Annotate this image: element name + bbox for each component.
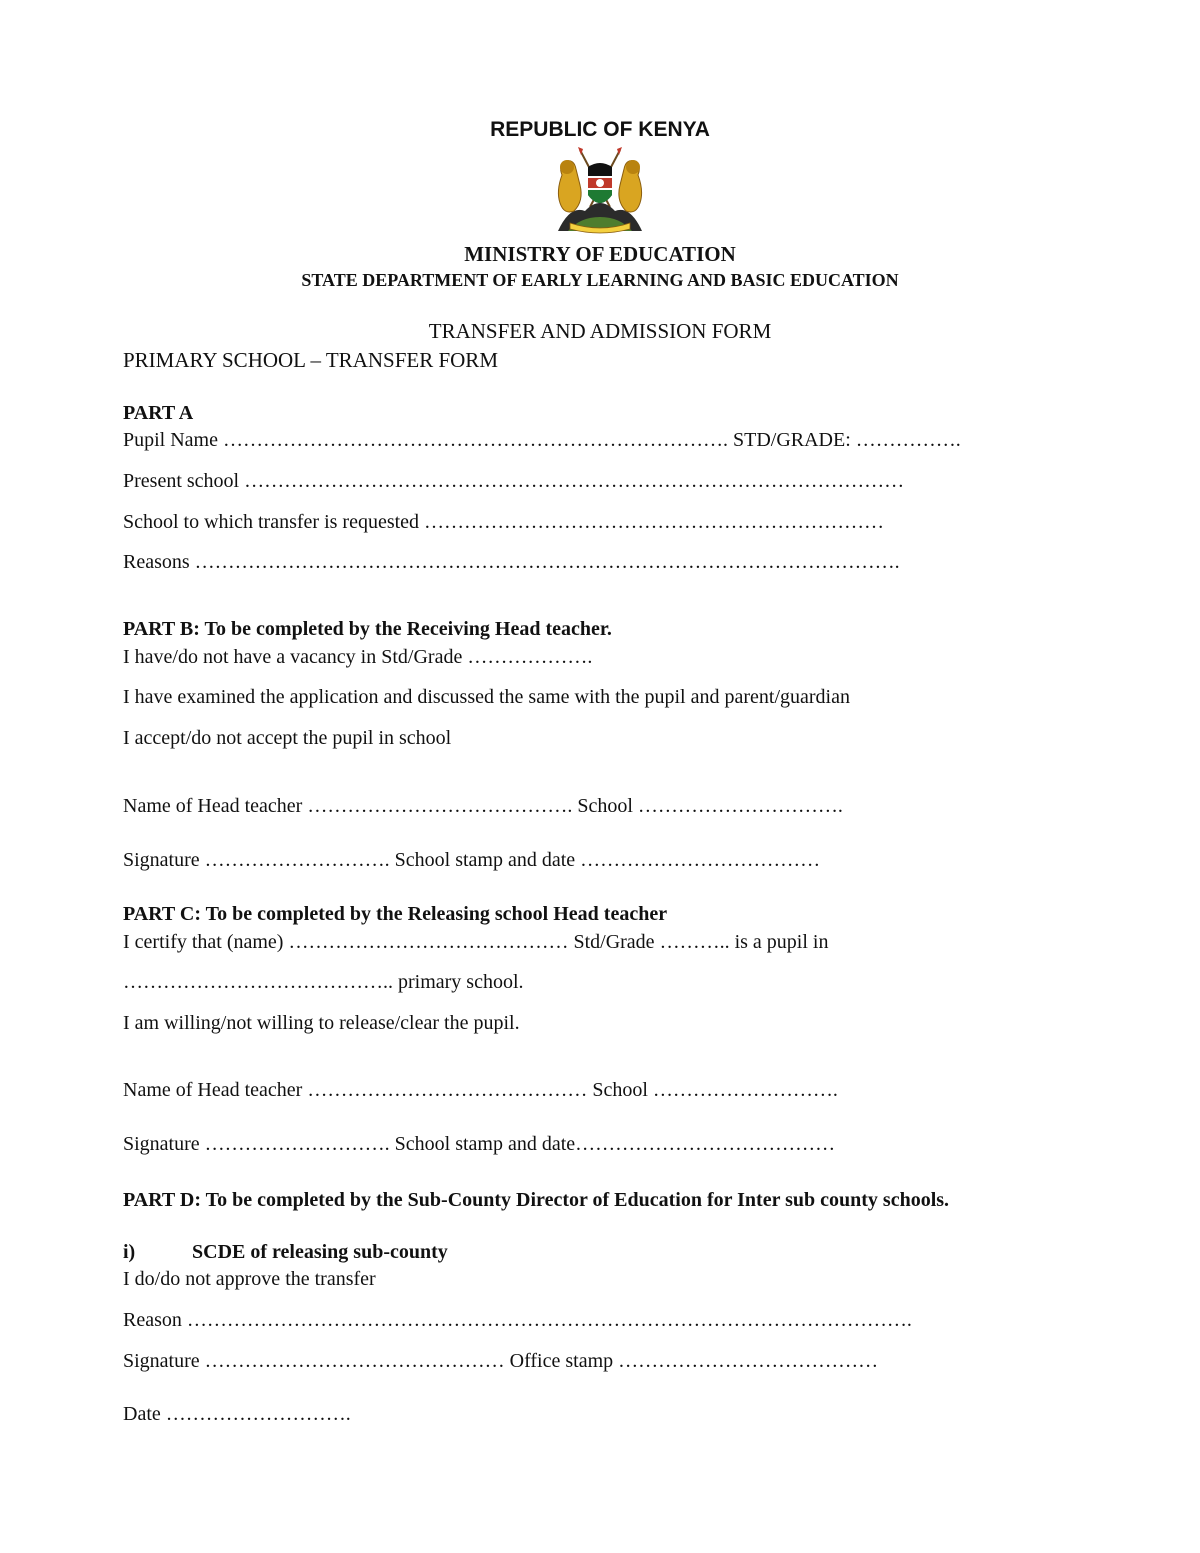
part-d-heading: PART D: To be completed by the Sub-County Director of Education for Inter sub county schools. <box>123 1189 950 1211</box>
receiving-signature-field[interactable]: Signature ………………………. School stamp and date ……………………………… <box>123 849 821 871</box>
willing-statement: I am willing/not willing to release/clear the pupil. <box>123 1012 520 1034</box>
releasing-head-name-field[interactable]: Name of Head teacher …………………………………… School ………………………. <box>123 1079 838 1101</box>
vacancy-field[interactable]: I have/do not have a vacancy in Std/Grade ………………. <box>123 646 593 668</box>
scde-signature-field[interactable]: Signature ……………………………………… Office stamp ………………………………… <box>123 1350 879 1372</box>
part-c-heading: PART C: To be completed by the Releasing school Head teacher <box>123 903 668 925</box>
requested-school-field[interactable]: School to which transfer is requested …………………………………………………………… <box>123 511 885 533</box>
pupil-name-field[interactable]: Pupil Name …………………………………………………………………. STD/GRADE: ……………. <box>123 429 961 451</box>
coat-of-arms-emblem <box>550 145 650 235</box>
reasons-field[interactable]: Reasons ……………………………………………………………………………………………. <box>123 551 900 573</box>
primary-school-field[interactable]: ………………………………….. primary school. <box>123 971 524 993</box>
receiving-head-name-field[interactable]: Name of Head teacher …………………………………. School …………………………. <box>123 795 843 817</box>
scde-date-field[interactable]: Date ………………………. <box>123 1403 351 1425</box>
certify-field[interactable]: I certify that (name) …………………………………… Std/Grade ……….. is a pupil in <box>123 931 829 953</box>
releasing-signature-field[interactable]: Signature ………………………. School stamp and date………………………………… <box>123 1133 836 1155</box>
form-subtitle: PRIMARY SCHOOL – TRANSFER FORM <box>123 348 498 372</box>
present-school-field[interactable]: Present school ……………………………………………………………………………………… <box>123 470 905 492</box>
examined-statement: I have examined the application and discussed the same with the pupil and parent/guardian <box>123 686 850 708</box>
form-title: TRANSFER AND ADMISSION FORM <box>428 319 772 343</box>
country-heading: REPUBLIC OF KENYA <box>490 118 710 141</box>
part-b-heading: PART B: To be completed by the Receiving Head teacher. <box>123 618 612 640</box>
part-d-item-label: SCDE of releasing sub-county <box>192 1241 448 1263</box>
approve-statement: I do/do not approve the transfer <box>123 1268 376 1290</box>
ministry-heading: MINISTRY OF EDUCATION <box>464 242 736 266</box>
part-d-item-number: i) <box>123 1241 136 1263</box>
part-a-heading: PART A <box>123 402 194 424</box>
scde-reason-field[interactable]: Reason ………………………………………………………………………………………………. <box>123 1309 912 1331</box>
department-heading: STATE DEPARTMENT OF EARLY LEARNING AND BASIC EDUCATION <box>301 270 899 290</box>
accept-statement: I accept/do not accept the pupil in school <box>123 727 452 749</box>
